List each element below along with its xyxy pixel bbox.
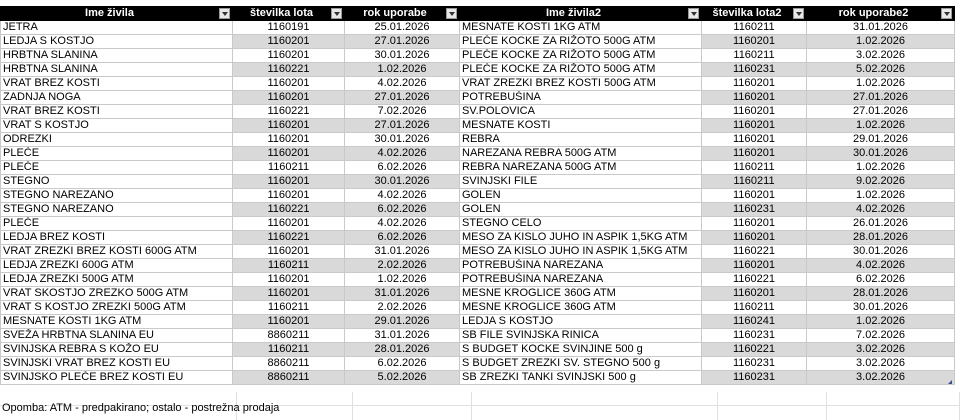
cell-stevilka-lota[interactable]: 1160201 [233, 133, 345, 147]
cell-rok-uporabe2[interactable]: 4.02.2026 [807, 259, 955, 273]
cell-ime-zivila2[interactable]: GOLEN [460, 203, 702, 217]
table-row [1, 343, 955, 357]
cell-rok-uporabe2[interactable]: 31.01.2026 [807, 21, 955, 35]
cell-ime-zivila[interactable]: HRBTNA SLANINA [1, 63, 233, 77]
cell-stevilka-lota[interactable]: 1160201 [233, 35, 345, 49]
col-header-stevilka-lota2: številka lota2 [702, 7, 807, 21]
cell-rok-uporabe[interactable]: 25.01.2026 [345, 21, 460, 35]
cell-stevilka-lota[interactable]: 1160201 [233, 175, 345, 189]
cell-ime-zivila2[interactable]: PLEČE KOCKE ZA RIŽOTO 500G ATM [460, 63, 702, 77]
cell-stevilka-lota[interactable]: 1160201 [233, 189, 345, 203]
cell-rok-uporabe[interactable]: 2.02.2026 [345, 301, 460, 315]
cell-rok-uporabe[interactable]: 1.02.2026 [345, 63, 460, 77]
filter-dropdown-icon[interactable] [793, 8, 804, 19]
cell-ime-zivila2[interactable]: MESNE KROGLICE 360G ATM [460, 301, 702, 315]
cell-rok-uporabe[interactable]: 4.02.2026 [345, 147, 460, 161]
cell-stevilka-lota[interactable]: 1160201 [233, 245, 345, 259]
cell-stevilka-lota[interactable]: 1160201 [233, 273, 345, 287]
cell-stevilka-lota[interactable]: 8860211 [233, 357, 345, 371]
cell-ime-zivila[interactable]: LEDJA ZREZKI 500G ATM [1, 273, 233, 287]
table-row [1, 301, 955, 315]
cell-ime-zivila2[interactable]: MESNATE KOSTI [460, 119, 702, 133]
cell-rok-uporabe[interactable]: 6.02.2026 [345, 357, 460, 371]
cell-rok-uporabe[interactable]: 7.02.2026 [345, 105, 460, 119]
cell-stevilka-lota2[interactable]: 1160231 [702, 203, 807, 217]
cell-rok-uporabe[interactable]: 30.01.2026 [345, 175, 460, 189]
cell-stevilka-lota2[interactable]: 1160231 [702, 357, 807, 371]
cell-ime-zivila2[interactable]: PLEČE KOCKE ZA RIŽOTO 500G ATM [460, 49, 702, 63]
cell-stevilka-lota[interactable]: 8860211 [233, 371, 345, 385]
cell-ime-zivila2[interactable]: REBRA [460, 133, 702, 147]
cell-ime-zivila[interactable]: VRAT BREZ KOSTI [1, 77, 233, 91]
cell-stevilka-lota2[interactable]: 1160201 [702, 77, 807, 91]
cell-rok-uporabe[interactable]: 30.01.2026 [345, 49, 460, 63]
cell-stevilka-lota[interactable]: 1160201 [233, 77, 345, 91]
table-row [1, 49, 955, 63]
cell-rok-uporabe2[interactable]: 26.01.2026 [807, 217, 955, 231]
cell-rok-uporabe2[interactable]: 30.01.2026 [807, 147, 955, 161]
cell-stevilka-lota2[interactable]: 1160241 [702, 315, 807, 329]
table-row [1, 77, 955, 91]
cell-rok-uporabe2[interactable]: 28.01.2026 [807, 231, 955, 245]
filter-dropdown-icon[interactable] [219, 8, 230, 19]
cell-ime-zivila[interactable]: STEGNO NAREZANO [1, 203, 233, 217]
cell-stevilka-lota2[interactable]: 1160201 [702, 231, 807, 245]
cell-rok-uporabe2[interactable]: 30.01.2026 [807, 245, 955, 259]
cell-stevilka-lota[interactable]: 1160201 [233, 315, 345, 329]
cell-stevilka-lota[interactable]: 8860211 [233, 329, 345, 343]
cell-stevilka-lota2[interactable]: 1160221 [702, 245, 807, 259]
cell-stevilka-lota[interactable]: 1160211 [233, 343, 345, 357]
cell-rok-uporabe2[interactable]: 1.02.2026 [807, 77, 955, 91]
cell-stevilka-lota2[interactable]: 1160201 [702, 287, 807, 301]
cell-ime-zivila2[interactable]: MESO ZA KISLO JUHO IN ASPIK 1,5KG ATM [460, 231, 702, 245]
cell-ime-zivila[interactable]: SVINJSKA REBRA S KOŽO EU [1, 343, 233, 357]
table-row [1, 203, 955, 217]
cell-ime-zivila[interactable]: MESNATE KOSTI 1KG ATM [1, 315, 233, 329]
cell-rok-uporabe[interactable]: 1.02.2026 [345, 273, 460, 287]
cell-ime-zivila[interactable]: PLEČE [1, 147, 233, 161]
cell-stevilka-lota[interactable]: 1160221 [233, 231, 345, 245]
table-row [1, 217, 955, 231]
col-header-ime-zivila2: Ime živila2 [460, 7, 702, 21]
cell-stevilka-lota2[interactable]: 1160201 [702, 147, 807, 161]
filter-dropdown-icon[interactable] [446, 8, 457, 19]
cell-ime-zivila2[interactable]: MESNATE KOSTI 1KG ATM [460, 21, 702, 35]
table-row [1, 21, 955, 35]
cell-stevilka-lota[interactable]: 1160211 [233, 259, 345, 273]
table-row [1, 357, 955, 371]
cell-ime-zivila2[interactable]: SB ZREZKI TANKI SVINJSKI 500 g [460, 371, 702, 385]
cell-stevilka-lota2[interactable]: 1160231 [702, 371, 807, 385]
cell-rok-uporabe[interactable]: 31.01.2026 [345, 245, 460, 259]
cell-ime-zivila2[interactable]: POTREBUŠINA NAREZANA [460, 259, 702, 273]
cell-rok-uporabe2[interactable]: 30.01.2026 [807, 301, 955, 315]
cell-ime-zivila[interactable]: ZADNJA NOGA [1, 91, 233, 105]
table-resize-handle[interactable] [948, 380, 952, 384]
cell-ime-zivila[interactable]: PLEČE [1, 217, 233, 231]
cell-ime-zivila2[interactable]: SB FILE SVINJSKA RINICA [460, 329, 702, 343]
table-row [1, 315, 955, 329]
cell-ime-zivila2[interactable]: LEDJA S KOSTJO [460, 315, 702, 329]
cell-ime-zivila[interactable]: VRAT S KOSTJO [1, 119, 233, 133]
cell-stevilka-lota[interactable]: 1160221 [233, 105, 345, 119]
filter-dropdown-icon[interactable] [688, 8, 699, 19]
cell-stevilka-lota2[interactable]: 1160201 [702, 35, 807, 49]
cell-ime-zivila[interactable]: LEDJA BREZ KOSTI [1, 231, 233, 245]
cell-rok-uporabe2[interactable]: 5.02.2026 [807, 63, 955, 77]
cell-ime-zivila[interactable]: PLEČE [1, 161, 233, 175]
cell-ime-zivila[interactable]: VRAT S KOSTJO ZREZKI 500G ATM [1, 301, 233, 315]
cell-rok-uporabe2[interactable]: 1.02.2026 [807, 315, 955, 329]
cell-rok-uporabe[interactable]: 5.02.2026 [345, 371, 460, 385]
cell-ime-zivila2[interactable]: S BUDGET ZREZKI SV. STEGNO 500 g [460, 357, 702, 371]
cell-stevilka-lota2[interactable]: 1160211 [702, 161, 807, 175]
cell-rok-uporabe[interactable]: 31.01.2026 [345, 287, 460, 301]
cell-rok-uporabe2[interactable]: 1.02.2026 [807, 161, 955, 175]
footnote: Opomba: ATM - predpakirano; ostalo - postrežna prodaja [2, 402, 280, 414]
cell-stevilka-lota2[interactable]: 1160201 [702, 259, 807, 273]
cell-ime-zivila[interactable]: VRAT SKOSTJO ZREZKO 500G ATM [1, 287, 233, 301]
cell-stevilka-lota[interactable]: 1160201 [233, 217, 345, 231]
cell-rok-uporabe2[interactable]: 3.02.2026 [807, 357, 955, 371]
cell-rok-uporabe2[interactable]: 9.02.2026 [807, 175, 955, 189]
cell-ime-zivila2[interactable]: SV.POLOVICA [460, 105, 702, 119]
table-row [1, 329, 955, 343]
cell-ime-zivila2[interactable]: GOLEN [460, 189, 702, 203]
cell-rok-uporabe[interactable]: 6.02.2026 [345, 203, 460, 217]
cell-stevilka-lota2[interactable]: 1160211 [702, 49, 807, 63]
cell-rok-uporabe[interactable]: 29.01.2026 [345, 315, 460, 329]
cell-stevilka-lota2[interactable]: 1160201 [702, 189, 807, 203]
cell-rok-uporabe[interactable]: 27.01.2026 [345, 119, 460, 133]
table-row [1, 245, 955, 259]
cell-ime-zivila[interactable]: JETRA [1, 21, 233, 35]
table-row [1, 147, 955, 161]
cell-rok-uporabe[interactable]: 2.02.2026 [345, 259, 460, 273]
cell-rok-uporabe[interactable]: 6.02.2026 [345, 161, 460, 175]
cell-stevilka-lota[interactable]: 1160201 [233, 49, 345, 63]
cell-rok-uporabe2[interactable]: 1.02.2026 [807, 35, 955, 49]
cell-ime-zivila2[interactable]: MESO ZA KISLO JUHO IN ASPIK 1,5KG ATM [460, 245, 702, 259]
cell-ime-zivila[interactable]: LEDJA ZREZKI 600G ATM [1, 259, 233, 273]
table-row [1, 63, 955, 77]
cell-stevilka-lota[interactable]: 1160211 [233, 301, 345, 315]
cell-rok-uporabe[interactable]: 27.01.2026 [345, 35, 460, 49]
table-row [1, 231, 955, 245]
cell-stevilka-lota2[interactable]: 1160211 [702, 21, 807, 35]
cell-ime-zivila[interactable]: HRBTNA SLANINA [1, 49, 233, 63]
table-row [1, 119, 955, 133]
col-header-rok-uporabe2: rok uporabe2 [807, 7, 955, 21]
table-row [1, 105, 955, 119]
cell-ime-zivila2[interactable]: NAREZANA REBRA 500G ATM [460, 147, 702, 161]
table-row [1, 133, 955, 147]
cell-ime-zivila2[interactable]: S BUDGET KOCKE SVINJINE 500 g [460, 343, 702, 357]
cell-rok-uporabe[interactable]: 6.02.2026 [345, 231, 460, 245]
cell-ime-zivila2[interactable]: VRAT ZREZKI BREZ KOSTI 500G ATM [460, 77, 702, 91]
filter-dropdown-icon[interactable] [331, 8, 342, 19]
cell-stevilka-lota2[interactable]: 1160201 [702, 105, 807, 119]
cell-ime-zivila2[interactable]: SVINJSKI FILE [460, 175, 702, 189]
cell-rok-uporabe2[interactable]: 4.02.2026 [807, 203, 955, 217]
cell-ime-zivila[interactable]: SVINJSKO PLEČE BREZ KOSTI EU [1, 371, 233, 385]
cell-rok-uporabe[interactable]: 4.02.2026 [345, 189, 460, 203]
table-row [1, 91, 955, 105]
cell-ime-zivila2[interactable]: MESNE KROGLICE 360G ATM [460, 287, 702, 301]
cell-rok-uporabe2[interactable]: 3.02.2026 [807, 49, 955, 63]
cell-rok-uporabe[interactable]: 4.02.2026 [345, 77, 460, 91]
cell-rok-uporabe2[interactable]: 7.02.2026 [807, 329, 955, 343]
cell-ime-zivila2[interactable]: POTREBUŠINA NAREZANA [460, 273, 702, 287]
cell-stevilka-lota2[interactable]: 1160221 [702, 273, 807, 287]
cell-rok-uporabe[interactable]: 4.02.2026 [345, 217, 460, 231]
cell-rok-uporabe2[interactable]: 6.02.2026 [807, 273, 955, 287]
cell-stevilka-lota2[interactable]: 1160201 [702, 91, 807, 105]
cell-stevilka-lota[interactable]: 1160201 [233, 147, 345, 161]
filter-dropdown-icon[interactable] [941, 8, 952, 19]
table-row [1, 287, 955, 301]
data-table [0, 6, 955, 385]
table-row [1, 371, 955, 385]
cell-rok-uporabe[interactable]: 28.01.2026 [345, 343, 460, 357]
cell-rok-uporabe[interactable]: 31.01.2026 [345, 329, 460, 343]
table-row [1, 259, 955, 273]
cell-stevilka-lota[interactable]: 1160201 [233, 91, 345, 105]
cell-rok-uporabe2[interactable]: 29.01.2026 [807, 133, 955, 147]
cell-rok-uporabe2[interactable]: 3.02.2026 [807, 343, 955, 357]
cell-rok-uporabe[interactable]: 30.01.2026 [345, 133, 460, 147]
cell-stevilka-lota2[interactable]: 1160201 [702, 119, 807, 133]
cell-stevilka-lota2[interactable]: 1160231 [702, 63, 807, 77]
table-row [1, 273, 955, 287]
cell-ime-zivila[interactable]: STEGNO [1, 175, 233, 189]
cell-rok-uporabe2[interactable]: 27.01.2026 [807, 105, 955, 119]
cell-stevilka-lota[interactable]: 1160191 [233, 21, 345, 35]
cell-ime-zivila2[interactable]: REBRA NAREZANA 500G ATM [460, 161, 702, 175]
header-row [1, 7, 955, 21]
cell-ime-zivila[interactable]: SVEŽA HRBTNA SLANINA EU [1, 329, 233, 343]
cell-stevilka-lota[interactable]: 1160211 [233, 161, 345, 175]
cell-stevilka-lota2[interactable]: 1160201 [702, 217, 807, 231]
cell-stevilka-lota[interactable]: 1160221 [233, 203, 345, 217]
cell-ime-zivila[interactable]: VRAT BREZ KOSTI [1, 105, 233, 119]
cell-stevilka-lota2[interactable]: 1160221 [702, 343, 807, 357]
cell-rok-uporabe2[interactable]: 3.02.2026 [807, 371, 955, 385]
cell-rok-uporabe[interactable]: 27.01.2026 [345, 91, 460, 105]
cell-rok-uporabe2[interactable]: 28.01.2026 [807, 287, 955, 301]
table-row [1, 161, 955, 175]
cell-ime-zivila[interactable]: LEDJA S KOSTJO [1, 35, 233, 49]
cell-stevilka-lota2[interactable]: 1160231 [702, 329, 807, 343]
cell-stevilka-lota[interactable]: 1160201 [233, 119, 345, 133]
table-row [1, 35, 955, 49]
cell-ime-zivila[interactable]: ODREZKI [1, 133, 233, 147]
col-header-stevilka-lota: številka lota [233, 7, 345, 21]
cell-stevilka-lota2[interactable]: 1160211 [702, 301, 807, 315]
col-header-ime-zivila: Ime živila [1, 7, 233, 21]
cell-ime-zivila2[interactable]: POTREBUŠINA [460, 91, 702, 105]
table-row [1, 175, 955, 189]
cell-stevilka-lota2[interactable]: 1160201 [702, 133, 807, 147]
col-header-rok-uporabe: rok uporabe [345, 7, 460, 21]
cell-stevilka-lota2[interactable]: 1160211 [702, 175, 807, 189]
cell-rok-uporabe2[interactable]: 27.01.2026 [807, 91, 955, 105]
cell-stevilka-lota[interactable]: 1160201 [233, 287, 345, 301]
cell-rok-uporabe2[interactable]: 1.02.2026 [807, 119, 955, 133]
cell-ime-zivila2[interactable]: PLEČE KOCKE ZA RIŽOTO 500G ATM [460, 35, 702, 49]
cell-ime-zivila[interactable]: VRAT ZREZKI BREZ KOSTI 600G ATM [1, 245, 233, 259]
cell-stevilka-lota[interactable]: 1160221 [233, 63, 345, 77]
cell-ime-zivila[interactable]: SVINJSKI VRAT BREZ KOSTI EU [1, 357, 233, 371]
table-row [1, 189, 955, 203]
cell-rok-uporabe2[interactable]: 1.02.2026 [807, 189, 955, 203]
cell-ime-zivila2[interactable]: STEGNO CELO [460, 217, 702, 231]
cell-ime-zivila[interactable]: STEGNO NAREZANO [1, 189, 233, 203]
